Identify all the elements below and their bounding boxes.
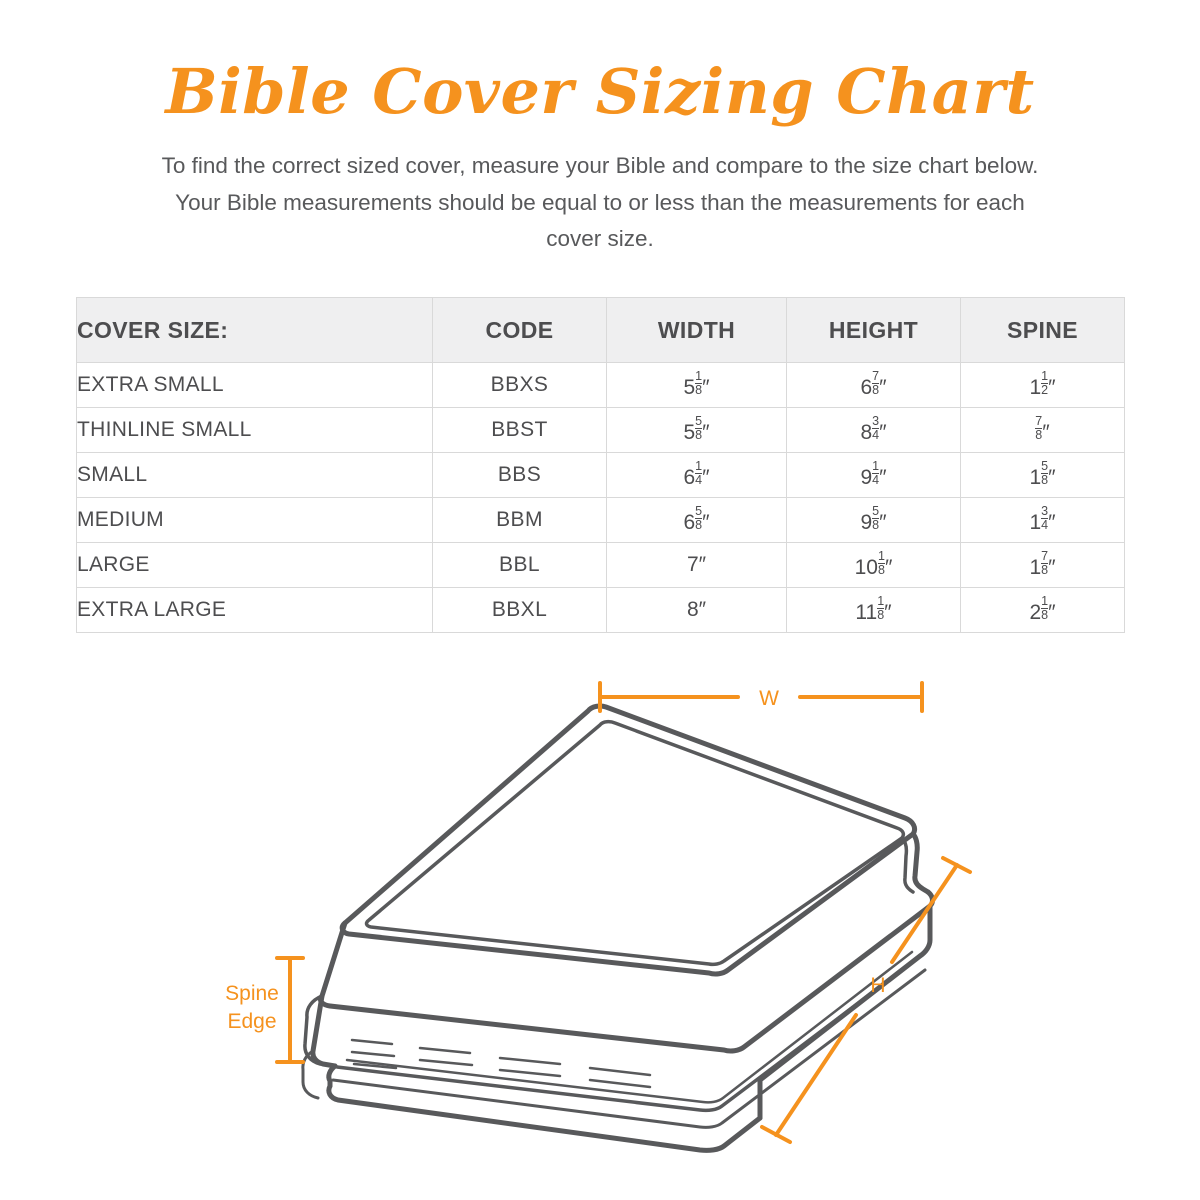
cell-spine: 1 $\frac{3}{4}$ ″ (961, 498, 1125, 543)
cell-cover-size: THINLINE SMALL (77, 408, 433, 453)
table-row (77, 453, 1125, 498)
cell-height: 6 $\frac{7}{8}$ ″ (787, 363, 961, 408)
cell-width: 8″ (607, 588, 787, 633)
cell-height: 10 $\frac{1}{8}$ ″ (787, 543, 961, 588)
cell-code: BBXL (433, 588, 607, 633)
column-header-height: HEIGHT (787, 298, 961, 363)
table-row (77, 408, 1125, 453)
cell-code: BBL (433, 543, 607, 588)
height-dimension-label: H (870, 974, 886, 997)
cell-code: BBS (433, 453, 607, 498)
table-row (77, 588, 1125, 633)
cell-height: 11 $\frac{1}{8}$ ″ (787, 588, 961, 633)
cell-width: 7″ (607, 543, 787, 588)
cell-spine: 1 $\frac{7}{8}$ ″ (961, 543, 1125, 588)
table-header-row (77, 298, 1125, 363)
page-title: Bible Cover Sizing Chart (165, 55, 1035, 128)
cell-width: 5 $\frac{1}{8}$ ″ (607, 363, 787, 408)
cell-spine: $\frac{7}{8}$ ″ (961, 408, 1125, 453)
size-chart-table (76, 297, 1125, 633)
cell-code: BBXS (433, 363, 607, 408)
cell-code: BBM (433, 498, 607, 543)
table-row (77, 498, 1125, 543)
bible-illustration (0, 640, 1200, 1200)
cell-width: 6 $\frac{1}{4}$ ″ (607, 453, 787, 498)
spine-label-line1: Spine (225, 982, 279, 1005)
cell-cover-size: LARGE (77, 543, 433, 588)
spine-label-line2: Edge (227, 1010, 277, 1033)
cell-cover-size: EXTRA LARGE (77, 588, 433, 633)
column-header-spine: SPINE (961, 298, 1125, 363)
size-chart-table-wrapper (76, 297, 1124, 633)
width-dimension-label: W (759, 687, 779, 710)
cell-cover-size: MEDIUM (77, 498, 433, 543)
spine-dimension-line (277, 958, 303, 1062)
cell-width: 6 $\frac{5}{8}$ ″ (607, 498, 787, 543)
table-body (77, 363, 1125, 633)
cell-spine: 1 $\frac{1}{2}$ ″ (961, 363, 1125, 408)
cell-height: 8 $\frac{3}{4}$ ″ (787, 408, 961, 453)
table-row (77, 543, 1125, 588)
column-header-width: WIDTH (607, 298, 787, 363)
column-header-code: CODE (433, 298, 607, 363)
cell-height: 9 $\frac{1}{4}$ ″ (787, 453, 961, 498)
page-subtitle: To find the correct sized cover, measure your Bible and compare to the size chart below. Your Bible measurements should be equal to or less than the measurements for each cover size. (161, 153, 1039, 252)
cell-cover-size: SMALL (77, 453, 433, 498)
cell-height: 9 $\frac{5}{8}$ ″ (787, 498, 961, 543)
cell-code: BBST (433, 408, 607, 453)
cell-cover-size: EXTRA SMALL (77, 363, 433, 408)
cell-spine: 1 $\frac{5}{8}$ ″ (961, 453, 1125, 498)
column-header-cover-size: COVER SIZE: (77, 298, 433, 363)
cell-width: 5 $\frac{5}{8}$ ″ (607, 408, 787, 453)
table-row (77, 363, 1125, 408)
cell-spine: 2 $\frac{1}{8}$ ″ (961, 588, 1125, 633)
